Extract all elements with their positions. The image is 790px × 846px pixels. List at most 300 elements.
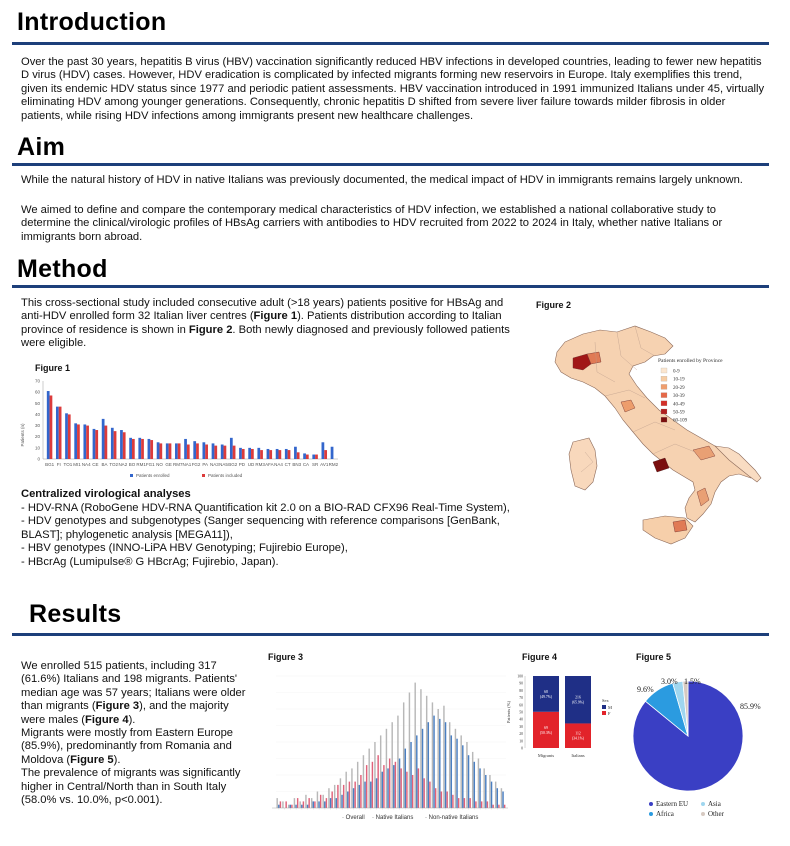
figure3-bar bbox=[294, 798, 295, 808]
figure3-bar bbox=[479, 768, 480, 808]
figure3-bar bbox=[354, 782, 355, 808]
figure1-bar-included bbox=[288, 450, 291, 459]
figure1-xtick: MI1 bbox=[73, 462, 81, 467]
figure1-bar-included bbox=[178, 443, 181, 459]
figure3-bar bbox=[455, 729, 456, 808]
figure1-bar-included bbox=[95, 430, 98, 459]
figure1-bar-enrolled bbox=[230, 438, 233, 459]
figure1-xtick: FG2 bbox=[191, 462, 201, 467]
figure4-ytick: 10 bbox=[519, 739, 523, 744]
figure3-legend-overall: · Overall bbox=[342, 815, 365, 821]
figure3-bar bbox=[285, 801, 286, 808]
figure4-xtick: Italians bbox=[571, 753, 585, 758]
figure4-m-pct: (49.7%) bbox=[539, 694, 553, 699]
results-rule bbox=[12, 633, 769, 636]
figure3-bar bbox=[326, 798, 327, 808]
figure3-bar bbox=[387, 768, 388, 808]
aim-text-1: While the natural history of HDV in native Italians was previously documented, the medical impact of HDV in immigrants remains largely unknown. bbox=[21, 174, 743, 186]
introduction-rule bbox=[12, 42, 769, 45]
figure3-bar bbox=[334, 785, 335, 808]
figure4-m-label: 216 bbox=[575, 695, 581, 700]
figure5-legend-swatch-eastern bbox=[649, 802, 653, 806]
figure1-xtick: RM1 bbox=[136, 462, 146, 467]
figure1-xtick: TO2 bbox=[109, 462, 119, 467]
figure1-xtick: NO bbox=[156, 462, 163, 467]
figure3-bar bbox=[301, 805, 302, 808]
figure1-bar-enrolled bbox=[56, 407, 59, 459]
virology-heading: Centralized virological analyses bbox=[21, 488, 191, 500]
figure2-map bbox=[525, 312, 770, 562]
figure1-bar-enrolled bbox=[120, 430, 123, 459]
results-text: We enrolled 515 patients, including 317 (61.6%) Italians and 198 migrants. Patients' median age was 57 years; Italians were older than migrants (Figure 3), and the majority were males (Figure 4). Migrants were mostly from Eastern Europe (85.9%), predominantly from Romania and Moldova (Figure 5). The prevalence of migrants was significantly higher in Central/North than in South Italy (58.0% vs. 10.0%, p<0.001). bbox=[21, 660, 246, 807]
figure5-legend-africa: Africa bbox=[656, 810, 674, 818]
figure3-bar bbox=[366, 765, 367, 808]
figure5-legend-swatch-other bbox=[701, 812, 705, 816]
figure4-ytick: 20 bbox=[519, 732, 523, 737]
figure1-ytick: 0 bbox=[37, 456, 40, 462]
figure3-bar bbox=[458, 798, 459, 808]
figure1-ytick: 50 bbox=[34, 400, 40, 406]
figure3-bar bbox=[466, 742, 467, 808]
figure1-bar-included bbox=[324, 450, 327, 459]
figure3-bar bbox=[428, 722, 429, 808]
figure3-bar bbox=[406, 772, 407, 808]
figure1-bar-included bbox=[205, 445, 208, 459]
figure3-bar bbox=[377, 755, 378, 808]
figure1-bar-included bbox=[105, 426, 108, 459]
figure3-bar bbox=[376, 778, 377, 808]
figure3-bar bbox=[405, 749, 406, 808]
figure3-bar bbox=[313, 801, 314, 808]
figure1-bar-enrolled bbox=[202, 442, 205, 459]
virology-item: - HBV genotypes (INNO-LiPA HBV Genotyping; Fujirebio Europe), bbox=[21, 542, 348, 555]
figure5-label-africa: 9.6% bbox=[637, 685, 654, 694]
figure3-bar bbox=[489, 775, 490, 808]
figure3-bar bbox=[311, 798, 312, 808]
virology-list bbox=[21, 502, 524, 569]
aim-text-2: We aimed to define and compare the contemporary medical characteristics of HDV infection, we established a national collaborative study to determine the clinical/virologic profiles of HBsAg carriers with antibodies to HDV recruited from 2022 to 2024 in Italy, whether native Italians or immigrants born abroad. bbox=[21, 204, 723, 243]
figure4-ytick: 40 bbox=[519, 717, 523, 722]
figure3-bar bbox=[393, 765, 394, 808]
figure3-bar bbox=[416, 735, 417, 808]
figure4-legend-title: Sex bbox=[602, 698, 609, 703]
figure3-bar bbox=[372, 762, 373, 808]
figure3-bar bbox=[282, 801, 283, 808]
figure2-legend-swatch bbox=[661, 409, 667, 414]
figure1-bar-included bbox=[169, 443, 172, 459]
figure1-bar-included bbox=[251, 449, 254, 459]
figure3-chart bbox=[268, 668, 512, 823]
sardinia-shape bbox=[569, 438, 597, 490]
figure3-bar bbox=[343, 785, 344, 808]
figure1-bar-included bbox=[123, 432, 126, 459]
figure1-xtick: NA4 bbox=[274, 462, 283, 467]
figure3-bar bbox=[446, 792, 447, 809]
figure1-xtick: PD bbox=[238, 462, 245, 467]
figure1-legend-swatch-included bbox=[202, 474, 205, 477]
figure3-bar bbox=[318, 801, 319, 808]
figure3-bar bbox=[351, 768, 352, 808]
figure1-xtick: SR bbox=[311, 462, 319, 467]
figure2-legend-swatch bbox=[661, 417, 667, 422]
figure3-bar bbox=[460, 735, 461, 808]
figure5-legend-asia: Asia bbox=[708, 800, 721, 808]
figure1-bar-included bbox=[196, 443, 199, 459]
figure1-bar-enrolled bbox=[257, 448, 260, 459]
figure3-bar bbox=[278, 805, 279, 808]
figure1-bar-included bbox=[77, 424, 80, 459]
figure1-ytick: 30 bbox=[34, 423, 40, 429]
figure1-bar-included bbox=[269, 450, 272, 459]
figure3-bar bbox=[443, 706, 444, 808]
figure1-xtick: NA2 bbox=[118, 462, 128, 467]
figure2-legend-item: 10-19 bbox=[673, 377, 685, 383]
figure5-chart bbox=[622, 666, 782, 826]
figure1-bar-enrolled bbox=[129, 438, 132, 459]
figure3-bar bbox=[475, 801, 476, 808]
figure3-bar bbox=[320, 795, 321, 808]
figure3-bar bbox=[303, 801, 304, 808]
figure2-legend-swatch bbox=[661, 393, 667, 398]
figure1-xtick: UD bbox=[247, 462, 255, 467]
figure4-legend-swatch-f bbox=[602, 711, 606, 715]
figure4-label: Figure 4 bbox=[522, 652, 558, 662]
figure3-bar bbox=[386, 729, 387, 808]
figure2-legend-swatch bbox=[661, 401, 667, 406]
figure1-bar-enrolled bbox=[193, 441, 196, 459]
figure3-bar bbox=[422, 729, 423, 808]
introduction-text: Over the past 30 years, hepatitis B virus (HBV) vaccination significantly reduced HBV infections in developed countries, leading to fewer new hepatitis D virus (HDV) cases. However, HDV eradication is complicated by infected migrants forming new reservoirs in Europe. Italy exemplifies this trend, given its endemic HDV status since 1977 and periodic patient assessments. HBV vaccination introduced in 1991 immunized Italians under 45, virtually eliminating HDV among younger generations. Consequently, chronic hepatitis D shifted from severe liver failure towards milder fibrosis in older patients, while rising HDV infections among immigrants present new healthcare challenges. bbox=[21, 56, 765, 122]
figure3-bar bbox=[504, 805, 505, 808]
figure3-bar bbox=[449, 722, 450, 808]
figure3-bar bbox=[382, 772, 383, 808]
figure1-xtick: BO bbox=[128, 462, 136, 467]
figure3-bar bbox=[491, 782, 492, 808]
figure3-bar bbox=[389, 759, 390, 809]
figure3-bar bbox=[330, 798, 331, 808]
figure3-bar bbox=[487, 801, 488, 808]
figure3-bar bbox=[474, 762, 475, 808]
figure1-bar-enrolled bbox=[166, 443, 169, 459]
figure1-xtick: PA bbox=[202, 462, 209, 467]
figure3-bar bbox=[412, 775, 413, 808]
figure1-bar-included bbox=[50, 395, 53, 459]
figure1-ytick: 10 bbox=[34, 445, 40, 451]
figure4-chart bbox=[505, 672, 625, 764]
figure3-bar bbox=[502, 792, 503, 809]
figure4-ylabel: Patients (%) bbox=[506, 700, 511, 724]
figure3-bar bbox=[340, 778, 341, 808]
figure4-ytick: 60 bbox=[519, 703, 523, 708]
figure3-bar bbox=[374, 742, 375, 808]
figure3-bar bbox=[498, 805, 499, 808]
figure3-bar bbox=[353, 788, 354, 808]
figure3-bar bbox=[420, 689, 421, 808]
figure4-ytick: 100 bbox=[517, 674, 523, 679]
figure3-bar bbox=[429, 782, 430, 808]
figure1-bar-enrolled bbox=[148, 439, 151, 459]
figure1-xtick: CA bbox=[302, 462, 310, 467]
figure1-bar-enrolled bbox=[331, 447, 334, 459]
method-text: This cross-sectional study included consecutive adult (>18 years) patients positive for HBsAg and anti-HDV enrolled form 32 Italian liver centres (Figure 1). Patients distribution according to Italian province of residence is shown in Figure 2. Both newly diagnosed and previously followed patients were eligible. bbox=[21, 297, 510, 350]
figure3-bar bbox=[469, 798, 470, 808]
figure1-bar-enrolled bbox=[184, 439, 187, 459]
figure1-xtick: NA1 bbox=[182, 462, 192, 467]
figure1-chart bbox=[20, 375, 345, 487]
figure3-bar bbox=[317, 792, 318, 809]
figure1-bar-enrolled bbox=[47, 391, 50, 459]
figure1-xtick: AV1 bbox=[320, 462, 329, 467]
figure3-label: Figure 3 bbox=[268, 652, 304, 662]
figure3-bar bbox=[464, 798, 465, 808]
figure3-bar bbox=[288, 805, 289, 808]
figure2-legend-item: 0-9 bbox=[673, 369, 680, 375]
method-heading: Method bbox=[17, 255, 108, 283]
figure3-bar bbox=[391, 722, 392, 808]
figure4-legend-f: F bbox=[608, 711, 611, 716]
figure1-bar-enrolled bbox=[212, 443, 215, 459]
figure2-legend-title: Patients enrolled by Province bbox=[658, 358, 723, 364]
figure1-xtick: BA bbox=[101, 462, 108, 467]
figure1-bar-included bbox=[68, 414, 71, 459]
figure3-bar bbox=[409, 693, 410, 809]
figure4-m-pct: (65.9%) bbox=[571, 700, 585, 705]
virology-item: - HDV genotypes and subgenotypes (Sanger sequencing with reference comparisons [GenBank, BLAST]; phylogenetic analysis [MEGA11]), bbox=[21, 515, 500, 541]
figure3-bar bbox=[435, 788, 436, 808]
figure2-legend-item: 40-49 bbox=[673, 402, 685, 408]
figure1-bar-enrolled bbox=[74, 423, 77, 459]
figure4-f-pct: (34.1%) bbox=[571, 736, 585, 741]
figure1-bar-enrolled bbox=[157, 442, 160, 459]
figure1-bar-included bbox=[297, 452, 300, 459]
figure3-bar bbox=[414, 683, 415, 808]
figure4-ytick: 70 bbox=[519, 696, 523, 701]
figure4-ytick: 80 bbox=[519, 688, 523, 693]
figure5-label-asia: 3.0% bbox=[661, 677, 678, 686]
figure3-bar bbox=[485, 775, 486, 808]
figure4-legend-swatch-m bbox=[602, 705, 606, 709]
figure3-legend-native: · Native Italians bbox=[372, 815, 414, 821]
method-rule bbox=[12, 285, 769, 288]
figure5-legend-swatch-asia bbox=[701, 802, 705, 806]
figure3-bar bbox=[307, 805, 308, 808]
figure4-ytick: 30 bbox=[519, 724, 523, 729]
figure1-bar-included bbox=[224, 446, 227, 459]
figure3-bar bbox=[383, 765, 384, 808]
figure4-f-label: 69 bbox=[544, 725, 548, 730]
figure1-legend-enrolled: Patients enrolled bbox=[136, 473, 170, 478]
figure1-bar-included bbox=[315, 455, 318, 459]
figure3-bar bbox=[478, 759, 479, 809]
figure1-bar-included bbox=[132, 439, 135, 459]
figure3-bar bbox=[295, 805, 296, 808]
province-sicily-east bbox=[673, 520, 687, 532]
figure1-bar-enrolled bbox=[276, 449, 279, 459]
figure4-ytick: 90 bbox=[519, 681, 523, 686]
results-heading: Results bbox=[29, 600, 122, 628]
figure3-bar bbox=[472, 752, 473, 808]
figure3-bar bbox=[280, 801, 281, 808]
figure1-bar-enrolled bbox=[303, 453, 306, 459]
figure3-bar bbox=[324, 801, 325, 808]
figure3-bar bbox=[501, 788, 502, 808]
figure3-bar bbox=[314, 801, 315, 808]
figure1-bar-included bbox=[59, 407, 62, 459]
figure4-m-label: 68 bbox=[544, 689, 548, 694]
figure2-legend-swatch bbox=[661, 384, 667, 389]
figure2-legend-swatch bbox=[661, 368, 667, 373]
figure1-xtick: CE bbox=[92, 462, 99, 467]
figure3-bar bbox=[410, 742, 411, 808]
figure1-bar-enrolled bbox=[175, 443, 178, 459]
figure1-bar-enrolled bbox=[221, 445, 224, 459]
figure5-label-other: 1.5% bbox=[684, 677, 701, 686]
figure3-bar bbox=[291, 805, 292, 808]
figure3-bar bbox=[495, 782, 496, 808]
figure1-bar-enrolled bbox=[65, 413, 68, 459]
figure2-label: Figure 2 bbox=[536, 300, 572, 310]
figure3-bar bbox=[349, 782, 350, 808]
figure1-xtick: NA3 bbox=[210, 462, 219, 467]
figure1-bar-enrolled bbox=[322, 442, 325, 459]
figure3-bar bbox=[328, 788, 329, 808]
figure3-bar bbox=[456, 739, 457, 808]
figure1-legend-swatch-enrolled bbox=[130, 474, 133, 477]
figure1-bar-included bbox=[114, 431, 117, 459]
figure3-bar bbox=[468, 755, 469, 808]
figure3-bar bbox=[492, 805, 493, 808]
figure3-bar bbox=[433, 716, 434, 808]
figure3-bar bbox=[336, 798, 337, 808]
figure3-bar bbox=[380, 735, 381, 808]
figure1-xtick: BN3 bbox=[292, 462, 302, 467]
figure3-bar bbox=[308, 798, 309, 808]
introduction-heading: Introduction bbox=[17, 8, 167, 36]
figure3-bar bbox=[345, 772, 346, 808]
figure1-xtick: NA5 bbox=[219, 462, 228, 467]
figure3-bar bbox=[347, 792, 348, 809]
figure3-bar bbox=[364, 782, 365, 808]
figure3-bar bbox=[299, 801, 300, 808]
figure1-bar-enrolled bbox=[312, 455, 315, 459]
figure3-bar bbox=[399, 759, 400, 809]
figure1-ytick: 40 bbox=[34, 411, 40, 417]
figure3-bar bbox=[276, 798, 277, 808]
figure1-xtick: CT bbox=[284, 462, 291, 467]
figure1-bar-included bbox=[242, 449, 245, 459]
figure3-bar bbox=[452, 795, 453, 808]
figure2-legend-item: 20-29 bbox=[673, 385, 685, 391]
figure1-bar-enrolled bbox=[102, 419, 105, 459]
figure3-bar bbox=[305, 795, 306, 808]
figure5-label-eastern: 85.9% bbox=[740, 702, 761, 711]
figure1-legend-included: Patients included bbox=[208, 473, 243, 478]
figure3-bar bbox=[370, 782, 371, 808]
figure1-ytick: 60 bbox=[34, 389, 40, 395]
figure3-bar bbox=[400, 768, 401, 808]
figure1-bar-enrolled bbox=[248, 448, 251, 459]
figure3-bar bbox=[397, 716, 398, 808]
figure3-bar bbox=[331, 792, 332, 809]
figure1-xtick: NA4 bbox=[81, 462, 91, 467]
figure1-bar-enrolled bbox=[239, 448, 242, 459]
figure4-legend-m: M bbox=[608, 705, 613, 710]
figure3-bar bbox=[437, 709, 438, 808]
figure3-bar bbox=[337, 785, 338, 808]
figure3-bar bbox=[357, 762, 358, 808]
figure1-bar-enrolled bbox=[294, 447, 297, 459]
figure1-xtick: RM7 bbox=[173, 462, 183, 467]
figure1-bar-enrolled bbox=[285, 449, 288, 459]
figure3-bar bbox=[359, 785, 360, 808]
figure1-ylabel: Patients (n) bbox=[20, 423, 25, 447]
virology-item: - HBcrAg (Lumipulse® G HBcrAg; Fujirebio, Japan). bbox=[21, 555, 279, 568]
figure3-bar bbox=[497, 788, 498, 808]
figure3-bar bbox=[363, 755, 364, 808]
figure3-bar bbox=[322, 795, 323, 808]
figure3-bar bbox=[290, 805, 291, 808]
figure3-bar bbox=[445, 722, 446, 808]
figure1-bar-enrolled bbox=[111, 428, 114, 459]
figure1-xtick: RM3 bbox=[255, 462, 265, 467]
figure1-bar-included bbox=[86, 426, 89, 459]
virology-item: - HDV-RNA (RoboGene HDV-RNA Quantification kit 2.0 on a BIO-RAD CFX96 Real-Time System), bbox=[21, 502, 510, 514]
figure4-f-label: 112 bbox=[575, 731, 581, 736]
figure1-bar-included bbox=[260, 450, 263, 459]
figure3-bar bbox=[432, 702, 433, 808]
figure1-bar-included bbox=[306, 455, 309, 459]
figure1-bar-enrolled bbox=[267, 449, 270, 459]
figure2-legend-item: 60-109 bbox=[673, 418, 688, 424]
figure4-ytick: 50 bbox=[519, 710, 523, 715]
figure1-bar-included bbox=[141, 439, 144, 459]
figure1-ytick: 70 bbox=[34, 378, 40, 384]
figure1-bar-included bbox=[214, 446, 217, 459]
figure1-ytick: 20 bbox=[34, 434, 40, 440]
figure1-xtick: RM2 bbox=[328, 462, 339, 467]
figure1-xtick: AFA bbox=[265, 462, 274, 467]
figure3-legend-nonnative: · Non-native Italians bbox=[425, 815, 479, 821]
figure4-xtick: Migrants bbox=[537, 753, 555, 758]
figure4-f-pct: (50.3%) bbox=[539, 730, 553, 735]
figure3-bar bbox=[483, 768, 484, 808]
figure1-xtick: FG1 bbox=[145, 462, 155, 467]
figure5-legend-swatch-africa bbox=[649, 812, 653, 816]
figure1-label: Figure 1 bbox=[35, 363, 71, 373]
figure3-bar bbox=[451, 735, 452, 808]
figure1-bar-enrolled bbox=[93, 429, 96, 459]
figure1-xtick: BG1 bbox=[45, 462, 55, 467]
figure4-ytick: 0 bbox=[521, 746, 523, 751]
aim-heading: Aim bbox=[17, 133, 66, 161]
figure5-legend-other: Other bbox=[708, 810, 724, 818]
figure2-legend-item: 30-39 bbox=[673, 394, 685, 400]
figure2-legend-swatch bbox=[661, 376, 667, 381]
figure1-xtick: BG2 bbox=[228, 462, 238, 467]
figure1-xtick: TO1 bbox=[63, 462, 73, 467]
figure3-bar bbox=[423, 778, 424, 808]
figure1-bar-enrolled bbox=[138, 438, 141, 459]
figure1-bar-enrolled bbox=[83, 424, 86, 459]
figure1-xtick: FI bbox=[56, 462, 61, 467]
figure1-xtick: GE bbox=[165, 462, 172, 467]
figure5-legend-eastern: Eastern EU bbox=[656, 800, 689, 808]
figure2-legend-item: 50-59 bbox=[673, 410, 685, 416]
figure3-bar bbox=[439, 719, 440, 808]
figure3-bar bbox=[403, 702, 404, 808]
figure1-bar-included bbox=[150, 440, 153, 459]
aim-rule bbox=[12, 163, 769, 166]
